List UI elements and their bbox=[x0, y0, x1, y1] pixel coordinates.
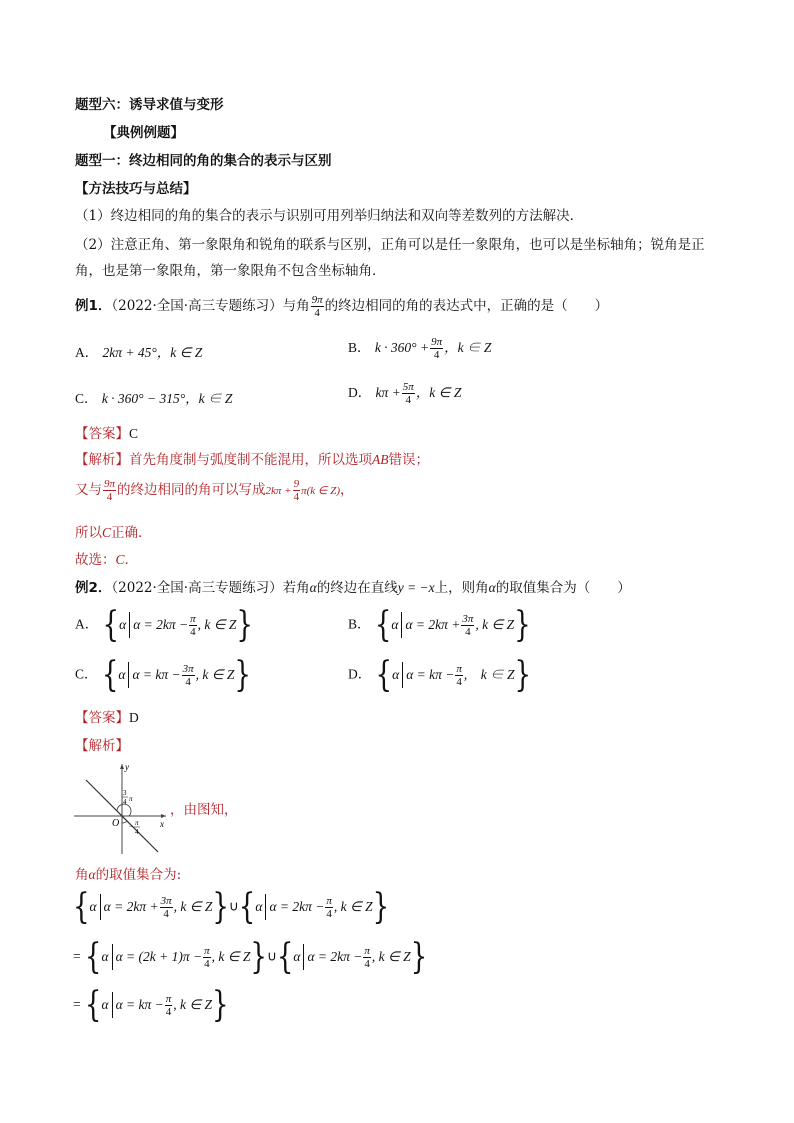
fig-angle-34-pi: π bbox=[129, 795, 133, 803]
example2-option-a[interactable]: A． {α α = 2kπ − $\frac{\pi}{4}$ , k ∈ Z} bbox=[75, 604, 253, 646]
option-b-fraction: $\frac{9\pi}{4}$ bbox=[431, 336, 443, 361]
example1-option-d[interactable]: D． kπ + $\frac{5\pi}{4}$ ，k ∈ Z bbox=[348, 381, 462, 406]
example2-solution-tag: 【解析】 bbox=[75, 738, 129, 754]
fig-angle-q-den: 4 bbox=[135, 828, 139, 836]
angle-figure bbox=[72, 760, 172, 856]
fig-neg-sign: − bbox=[129, 822, 134, 831]
example1-question: 的终边相同的角的表达式中，正确的是（ ） bbox=[324, 298, 609, 314]
example1-option-a[interactable]: A． 2kπ + 45°，k ∈ Z bbox=[75, 345, 203, 360]
derivation-line-1: {α α = 2kπ + $\frac{3\pi}{4}$ , k ∈ Z}∪{α α = 2kπ − $\frac{\pi}{4}$ , k ∈ Z} bbox=[73, 886, 390, 928]
method-line-3: 角，也是第一象限角，第一象限角不包含坐标轴角． bbox=[75, 263, 386, 279]
example1-fraction: $\frac{9\pi}{4}$ bbox=[311, 294, 323, 319]
fig-x-label: x bbox=[160, 819, 164, 829]
derivation-line-2: = {α α = (2k + 1)π − $\frac{\pi}{4}$ , k ∈ Z}∪{α α = 2kπ − $\frac{\pi}{4}$ , k ∈ Z} bbox=[73, 936, 428, 978]
heading-type1: 题型一：终边相同的角的集合的表示与区别 bbox=[75, 153, 332, 169]
fig-angle-34-den: 4 bbox=[123, 798, 127, 806]
example1-answer: 【答案】C bbox=[75, 426, 139, 442]
example2-option-c[interactable]: C． {α α = kπ − $\frac{3\pi}{4}$ , k ∈ Z} bbox=[75, 654, 251, 696]
fig-angle-q-num: π bbox=[135, 819, 139, 827]
example1-solution-1: 【解析】首先角度制与弧度制不能混用，所以选项AB错误； bbox=[75, 452, 429, 468]
heading-examples: 【典例例题】 bbox=[103, 125, 184, 141]
example2-label: 例2． bbox=[75, 580, 112, 596]
fig-angle-34-num: 3 bbox=[123, 789, 127, 797]
example2-stem: 例2．（2022·全国·高三专题练习）若角α的终边在直线y = −x上，则角α的取值集合为（ ） bbox=[75, 580, 631, 596]
example1-option-b[interactable]: B． k · 360° + $\frac{9\pi}{4}$ ，k ∈ Z bbox=[348, 336, 492, 361]
example1-solution-4: 故选：C． bbox=[75, 552, 139, 568]
heading-type6: 题型六：诱导求值与变形 bbox=[75, 97, 224, 113]
example1-solution-3: 所以C正确． bbox=[75, 525, 152, 541]
fig-origin-label: O bbox=[112, 818, 120, 829]
example2-option-d[interactable]: D． {α α = kπ − $\frac{\pi}{4}$ , k ∈ Z} bbox=[348, 654, 532, 696]
example1-label: 例1． bbox=[75, 298, 112, 314]
example1-option-c[interactable]: C． k · 360° − 315°，k ∈ Z bbox=[75, 391, 233, 406]
option-d-fraction: $\frac{5\pi}{4}$ bbox=[402, 381, 414, 406]
derivation-line-3: = {α α = kπ − $\frac{\pi}{4}$ , k ∈ Z} bbox=[73, 984, 229, 1026]
example1-stem bbox=[75, 294, 608, 322]
method-line-1: （1）终边相同的角的集合的表示与识别可用列举归纳法和双向等差数列的方法解决． bbox=[75, 208, 584, 224]
fig-y-label: y bbox=[125, 762, 129, 772]
method-line-2: （2）注意正角、第一象限角和锐角的联系与区别，正角可以是任一象限角，也可以是坐标轴角；锐角是正 bbox=[75, 237, 705, 253]
figure-caption: ，由图知， bbox=[170, 802, 238, 818]
example1-solution-2: 又与 $\frac{9\pi}{4}$ 的终边相同的角可以写成2kπ + $\frac{9}{4}$ π(k ∈ Z)， bbox=[75, 478, 354, 503]
example1-source: （2022·全国·高三专题练习）与角 bbox=[111, 298, 310, 314]
example2-result-intro: 角α的取值集合为: bbox=[75, 867, 182, 883]
example2-option-b[interactable]: B． {α α = 2kπ + $\frac{3\pi}{4}$ , k ∈ Z} bbox=[348, 604, 531, 646]
example2-answer: 【答案】D bbox=[75, 710, 139, 726]
heading-method: 【方法技巧与总结】 bbox=[75, 181, 197, 197]
